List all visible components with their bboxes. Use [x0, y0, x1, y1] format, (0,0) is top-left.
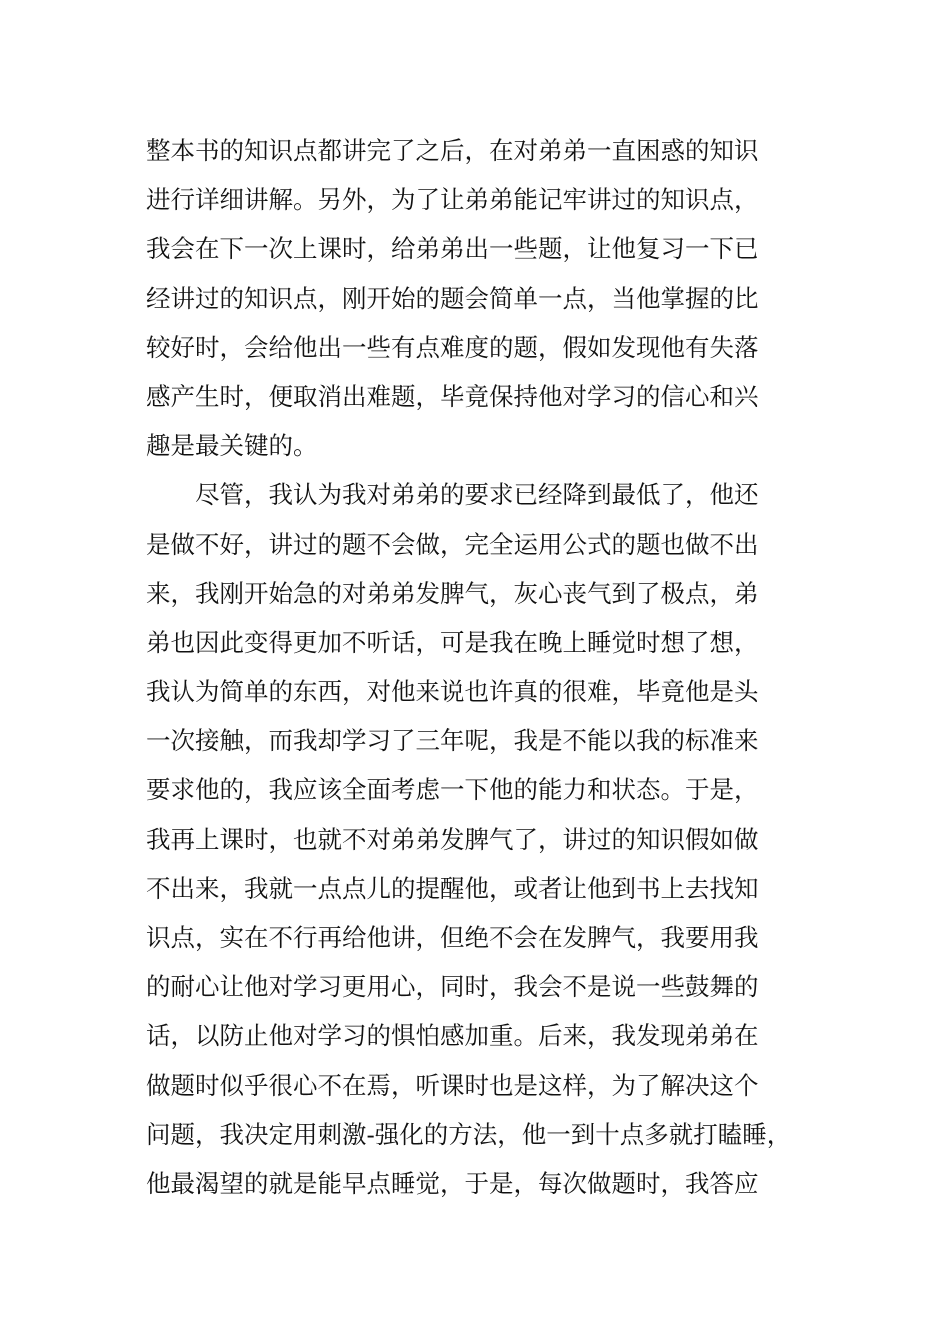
text-line: 不出来，我就一点点儿的提醒他，或者让他到书上去找知: [146, 873, 759, 903]
text-line: 感产生时，便取消出难题，毕竟保持他对学习的信心和兴: [146, 381, 759, 411]
text-line: 整本书的知识点都讲完了之后，在对弟弟一直困惑的知识: [146, 136, 759, 165]
text-line: 进行详细讲解。另外，为了让弟弟能记牢讲过的知识点，: [146, 185, 759, 215]
text-line: 来，我刚开始急的对弟弟发脾气，灰心丧气到了极点，弟: [146, 578, 759, 608]
text-line: 一次接触，而我却学习了三年呢，我是不能以我的标准来: [146, 726, 759, 756]
text-line: 较好时，会给他出一些有点难度的题，假如发现他有失落: [146, 332, 759, 362]
text-line: 我再上课时，也就不对弟弟发脾气了，讲过的知识假如做: [146, 824, 759, 854]
text-line: 经讲过的知识点，刚开始的题会简单一点，当他掌握的比: [146, 283, 759, 313]
text-line: 的耐心让他对学习更用心，同时，我会不是说一些鼓舞的: [146, 972, 759, 1002]
text-line: 做题时似乎很心不在焉，听课时也是这样，为了解决这个: [146, 1070, 759, 1100]
text-line: 要求他的，我应该全面考虑一下他的能力和状态。于是，: [146, 775, 759, 805]
paragraph-start-line: 尽管，我认为我对弟弟的要求已经降到最低了，他还: [146, 480, 759, 510]
text-line: 我认为简单的东西，对他来说也许真的很难，毕竟他是头: [146, 677, 759, 707]
text-line: 他最渴望的就是能早点睡觉，于是，每次做题时，我答应: [146, 1168, 759, 1198]
text-line: 弟也因此变得更加不听话，可是我在晚上睡觉时想了想，: [146, 627, 759, 657]
text-line: 识点，实在不行再给他讲，但绝不会在发脾气，我要用我: [146, 923, 759, 952]
text-line: 话，以防止他对学习的惧怕感加重。后来，我发现弟弟在: [146, 1021, 759, 1051]
text-line: 我会在下一次上课时，给弟弟出一些题，让他复习一下已: [146, 234, 759, 264]
text-line: 趣是最关键的。: [146, 431, 318, 461]
text-line: 问题，我决定用刺激-强化的方法，他一到十点多就打瞌睡，: [146, 1119, 792, 1149]
body-text: [146, 126, 846, 1208]
text-line: 是做不好，讲过的题不会做，完全运用公式的题也做不出: [146, 529, 759, 559]
